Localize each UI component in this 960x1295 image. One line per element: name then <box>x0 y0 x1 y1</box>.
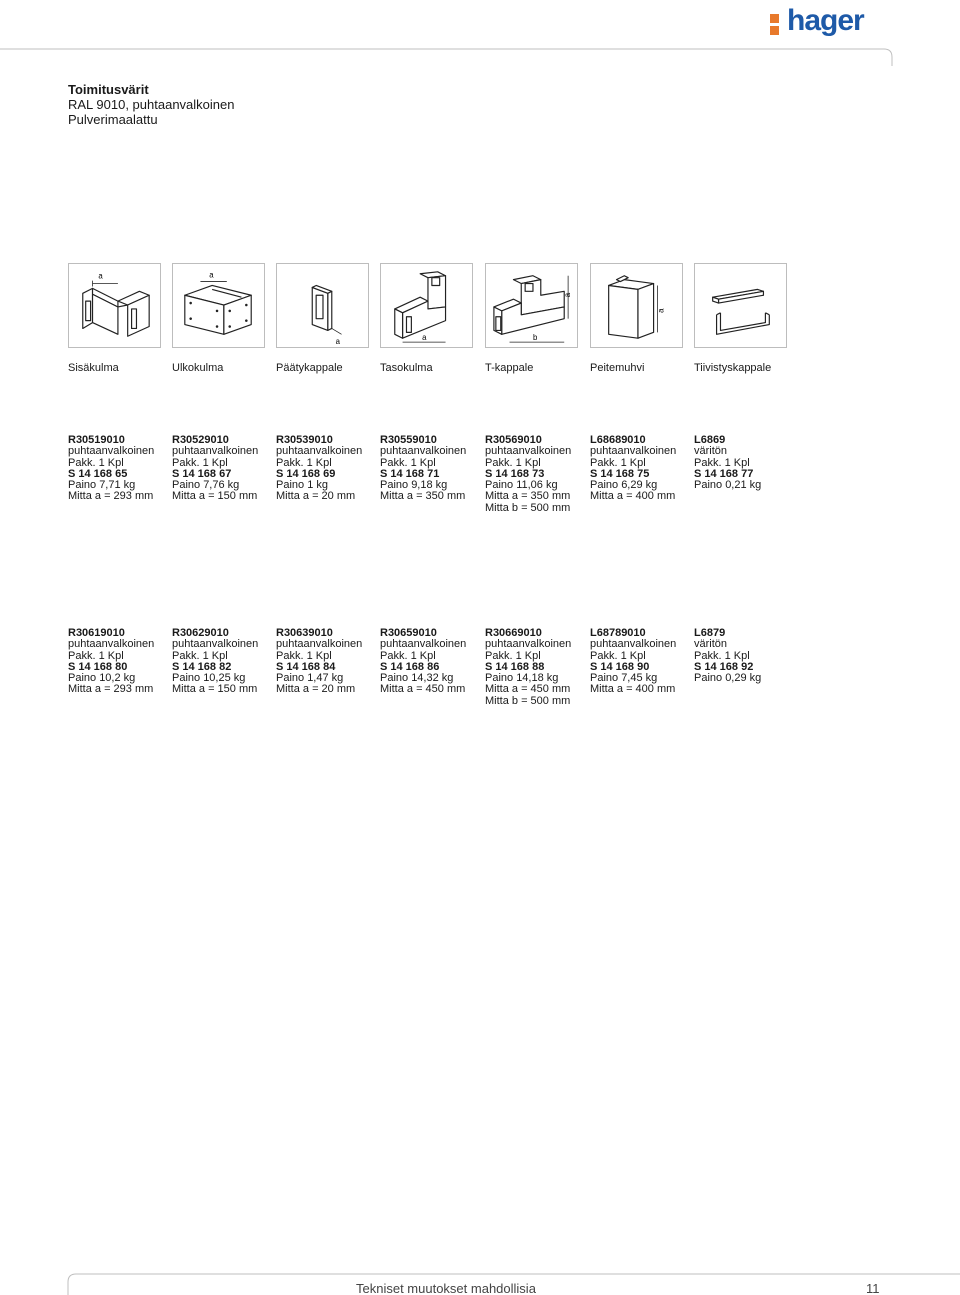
page-number: 11 <box>866 1281 880 1295</box>
pack-size: Pakk. 1 Kpl <box>694 456 750 469</box>
weight: Paino 6,29 kg <box>590 479 658 492</box>
dimension-a: Mitta a = 20 mm <box>276 490 356 503</box>
dimension-a: Mitta a = 293 mm <box>68 490 154 503</box>
brand-name: hager <box>787 4 864 37</box>
dimension-a: Mitta a = 150 mm <box>172 683 258 696</box>
dimension-b: Mitta b = 500 mm <box>485 694 571 707</box>
weight: Paino 10,2 kg <box>68 672 136 685</box>
dimension-a: Mitta a = 350 mm <box>380 490 466 503</box>
product-caption: Tasokulma <box>380 362 433 374</box>
pack-size: Pakk. 1 Kpl <box>485 456 541 469</box>
weight: Paino 0,21 kg <box>694 479 762 492</box>
weight: Paino 14,32 kg <box>380 672 454 685</box>
product-color: puhtaanvalkoinen <box>380 638 467 651</box>
s-number: S 14 168 73 <box>485 467 545 480</box>
product-caption: Sisäkulma <box>68 362 119 374</box>
dimension-b: Mitta b = 500 mm <box>485 501 571 514</box>
svg-text:a: a <box>563 292 573 298</box>
product-caption: T-kappale <box>485 362 534 374</box>
pack-size: Pakk. 1 Kpl <box>380 456 436 469</box>
product-color: puhtaanvalkoinen <box>68 445 155 458</box>
product-color: puhtaanvalkoinen <box>590 638 677 651</box>
product-color: puhtaanvalkoinen <box>276 445 363 458</box>
product-code: L68789010 <box>590 627 646 639</box>
spec-block <box>276 435 362 503</box>
product-color: puhtaanvalkoinen <box>485 445 572 458</box>
hager-logo <box>770 6 880 40</box>
dimension-a: Mitta a = 293 mm <box>68 683 154 696</box>
svg-text:a: a <box>656 308 666 313</box>
pack-size: Pakk. 1 Kpl <box>276 649 332 662</box>
dimension-a: Mitta a = 400 mm <box>590 490 676 503</box>
inner-corner-icon <box>68 263 161 348</box>
pack-size: Pakk. 1 Kpl <box>68 649 124 662</box>
product-color: puhtaanvalkoinen <box>172 638 259 651</box>
dimension-a: Mitta a = 20 mm <box>276 683 356 696</box>
pack-size: Pakk. 1 Kpl <box>694 649 750 662</box>
weight: Paino 14,18 kg <box>485 672 559 685</box>
spec-block <box>694 628 761 684</box>
spec-block <box>380 628 466 696</box>
svg-text:a: a <box>98 271 103 281</box>
t-piece-icon <box>485 263 578 348</box>
weight: Paino 7,71 kg <box>68 479 136 492</box>
s-number: S 14 168 86 <box>380 660 440 673</box>
spec-block <box>590 435 676 503</box>
pack-size: Pakk. 1 Kpl <box>485 649 541 662</box>
pack-size: Pakk. 1 Kpl <box>172 456 228 469</box>
product-color: väritön <box>694 445 728 458</box>
weight: Paino 10,25 kg <box>172 672 246 685</box>
svg-text:b: b <box>532 333 538 343</box>
dimension-a: Mitta a = 350 mm <box>485 490 571 503</box>
s-number: S 14 168 82 <box>172 660 232 673</box>
s-number: S 14 168 88 <box>485 660 545 673</box>
svg-text:a: a <box>335 337 341 347</box>
s-number: S 14 168 67 <box>172 467 232 480</box>
spec-block <box>276 628 362 696</box>
product-caption: Peitemuhvi <box>590 362 645 374</box>
product-color: puhtaanvalkoinen <box>380 445 467 458</box>
product-color: puhtaanvalkoinen <box>276 638 363 651</box>
dimension-a: Mitta a = 150 mm <box>172 490 258 503</box>
weight: Paino 1,47 kg <box>276 672 344 685</box>
product-code: R30629010 <box>172 627 229 639</box>
logo-dot-icon <box>770 26 779 35</box>
pack-size: Pakk. 1 Kpl <box>590 649 646 662</box>
dimension-a: Mitta a = 400 mm <box>590 683 676 696</box>
product-code: R30659010 <box>380 627 437 639</box>
dimension-a: Mitta a = 450 mm <box>485 683 571 696</box>
footer-note: Tekniset muutokset mahdollisia <box>356 1281 536 1295</box>
logo-dot-icon <box>770 14 779 23</box>
spec-block <box>68 435 154 503</box>
product-caption: Tiivistyskappale <box>694 362 772 374</box>
weight: Paino 0,29 kg <box>694 672 762 685</box>
spec-block <box>694 435 761 491</box>
s-number: S 14 168 71 <box>380 467 440 480</box>
s-number: S 14 168 84 <box>276 660 336 673</box>
spec-block <box>380 435 466 503</box>
product-code: R30539010 <box>276 434 333 446</box>
end-cap-icon <box>276 263 369 348</box>
product-color: puhtaanvalkoinen <box>485 638 572 651</box>
weight: Paino 7,45 kg <box>590 672 658 685</box>
cover-sleeve-icon <box>590 263 683 348</box>
spec-block <box>485 628 571 707</box>
seal-piece-icon <box>694 263 787 348</box>
product-caption: Ulkokulma <box>172 362 224 374</box>
spec-block <box>68 628 154 696</box>
pack-size: Pakk. 1 Kpl <box>68 456 124 469</box>
weight: Paino 9,18 kg <box>380 479 448 492</box>
spec-block <box>590 628 676 696</box>
s-number: S 14 168 65 <box>68 467 128 480</box>
pack-size: Pakk. 1 Kpl <box>276 456 332 469</box>
spec-block <box>172 628 258 696</box>
header-rule <box>0 46 960 66</box>
product-code: R30529010 <box>172 434 229 446</box>
color-info <box>68 82 234 127</box>
s-number: S 14 168 77 <box>694 467 754 480</box>
pack-size: Pakk. 1 Kpl <box>590 456 646 469</box>
product-code: L68689010 <box>590 434 646 446</box>
weight: Paino 11,06 kg <box>485 479 558 492</box>
color-info-title: Toimitusvärit <box>68 82 149 97</box>
color-info-line: RAL 9010, puhtaanvalkoinen <box>68 97 235 112</box>
svg-text:a: a <box>422 333 427 343</box>
spec-block <box>172 435 258 503</box>
dimension-a: Mitta a = 450 mm <box>380 683 466 696</box>
svg-text:a: a <box>209 270 214 280</box>
weight: Paino 7,76 kg <box>172 479 240 492</box>
color-info-line: Pulverimaalattu <box>68 112 158 127</box>
product-code: R30669010 <box>485 627 542 639</box>
product-code: R30519010 <box>68 434 125 446</box>
s-number: S 14 168 92 <box>694 660 754 673</box>
product-color: puhtaanvalkoinen <box>172 445 259 458</box>
s-number: S 14 168 75 <box>590 467 650 480</box>
product-color: väritön <box>694 638 728 651</box>
product-code: R30569010 <box>485 434 542 446</box>
s-number: S 14 168 80 <box>68 660 128 673</box>
s-number: S 14 168 69 <box>276 467 336 480</box>
product-code: R30639010 <box>276 627 333 639</box>
product-code: R30559010 <box>380 434 437 446</box>
product-color: puhtaanvalkoinen <box>68 638 155 651</box>
product-code: L6869 <box>694 434 726 446</box>
product-code: R30619010 <box>68 627 125 639</box>
weight: Paino 1 kg <box>276 479 328 492</box>
pack-size: Pakk. 1 Kpl <box>380 649 436 662</box>
outer-corner-icon <box>172 263 265 348</box>
product-caption: Päätykappale <box>276 362 343 374</box>
flat-angle-icon <box>380 263 473 348</box>
pack-size: Pakk. 1 Kpl <box>172 649 228 662</box>
s-number: S 14 168 90 <box>590 660 650 673</box>
product-color: puhtaanvalkoinen <box>590 445 677 458</box>
spec-block <box>485 435 571 514</box>
product-code: L6879 <box>694 627 726 639</box>
